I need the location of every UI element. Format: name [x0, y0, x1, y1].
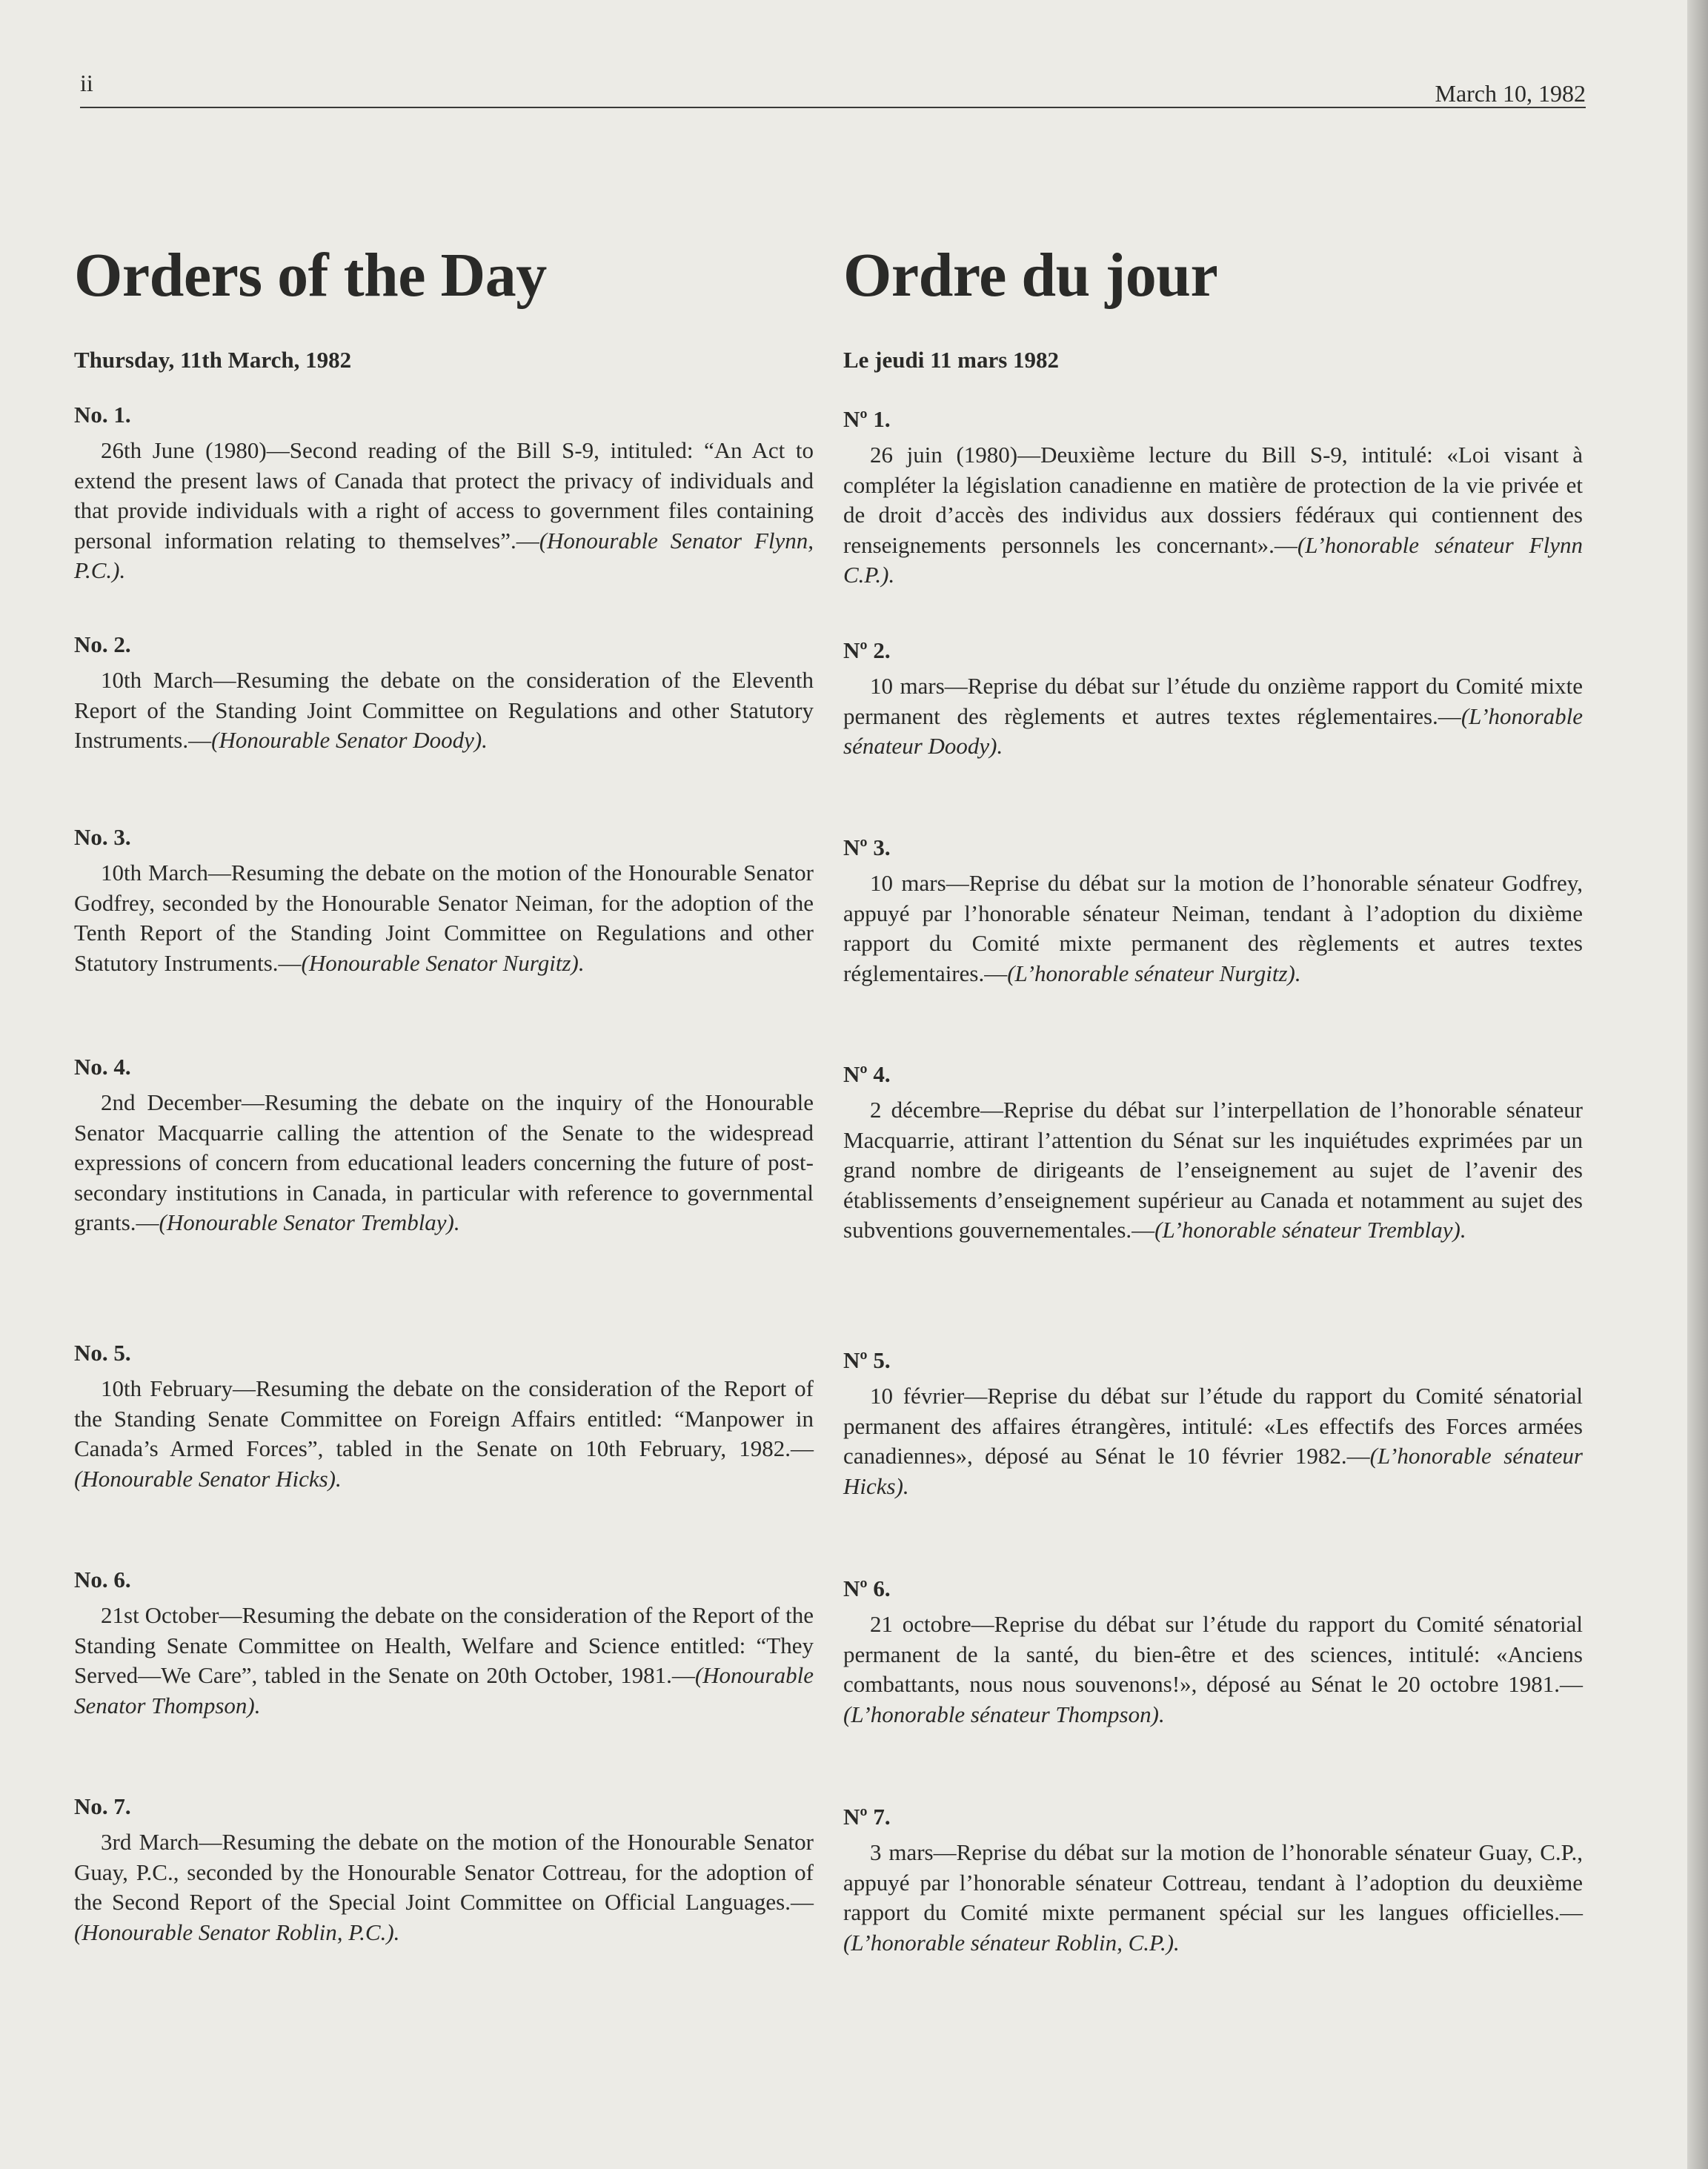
english-title: Orders of the Day: [74, 241, 547, 310]
english-column: [74, 241, 814, 1945]
french-order-item: [843, 1347, 1583, 1501]
item-number: No. 2.: [74, 631, 131, 657]
french-column: [843, 241, 1583, 1956]
item-text: 10th March—Resuming the debate on the consideration of the Eleventh Report of the Standing Joint Committee on Regulations and other Statutory Instruments.—(Honourable Senator Doody).: [74, 667, 814, 753]
french-date-line: Le jeudi 11 mars 1982: [843, 347, 1060, 373]
item-text: 10th February—Resuming the debate on the consideration of the Report of the Standing Senate Committee on Foreign Affairs entitled: “Manpower in Canada’s Armed Forces”, tabled in the Senate on 10th February, 1982.—(Honourable Senator Hicks).: [74, 1375, 814, 1492]
item-text: 26 juin (1980)—Deuxième lecture du Bill S-9, intitulé: «Loi visant à compléter la législation canadienne en matière de protection de la vie privée et de droit d’accès des individus aux dossiers fédéraux qui contiennent des renseignements personnels les concernant».—(L’honorable sénateur Flynn C.P.).: [843, 442, 1583, 588]
french-order-item: [843, 834, 1583, 989]
item-number: Nº 2.: [843, 637, 891, 663]
page-header: [80, 70, 1586, 113]
header-date: March 10, 1982: [1435, 80, 1586, 107]
item-number: Nº 4.: [843, 1061, 891, 1087]
item-number: No. 6.: [74, 1567, 131, 1592]
item-text: 21st October—Resuming the debate on the consideration of the Report of the Standing Senate Committee on Health, Welfare and Science entitled: “They Served—We Care”, tabled in the Senate on 20th October, 1981.—(Honourable Senator Thompson).: [74, 1602, 814, 1718]
english-order-item: [74, 1340, 814, 1494]
item-number: No. 7.: [74, 1793, 131, 1819]
french-order-item: [843, 1061, 1583, 1246]
item-text: 10 mars—Reprise du débat sur l’étude du onzième rapport du Comité mixte permanent des règlements et autres textes réglementaires.—(L’honorable sénateur Doody).: [843, 673, 1583, 759]
item-number: Nº 6.: [843, 1575, 891, 1601]
item-text: 26th June (1980)—Second reading of the Bill S-9, intituled: “An Act to extend the present laws of Canada that protect the privacy of individuals and that provide individuals with a right of access to government files containing personal information relating to themselves”.—(Honourable Senator Flynn, P.C.).: [74, 437, 814, 583]
item-text: 2nd December—Resuming the debate on the inquiry of the Honourable Senator Macquarrie calling the attention of the Senate to the widespread expressions of concern from educational leaders concerning the future of post-secondary institutions in Canada, in particular with reference to governmental grants.—(Honourable Senator Tremblay).: [74, 1089, 814, 1235]
french-order-item: [843, 637, 1583, 762]
french-order-item: [843, 1575, 1583, 1730]
english-order-item: [74, 824, 814, 978]
item-text: 2 décembre—Reprise du débat sur l’interpellation de l’honorable sénateur Macquarrie, attirant l’attention du Sénat sur les inquiétudes exprimées par un grand nombre de dirigeants de l’enseignement au sujet de l’avenir des établissements d’enseignement supérieur au Canada et notamment au sujet des subventions gouvernementales.—(L’honorable sénateur Tremblay).: [843, 1097, 1583, 1243]
page-edge-shadow: [1687, 0, 1708, 2169]
item-text: 10 février—Reprise du débat sur l’étude du rapport du Comité sénatorial permanent des affaires étrangères, intitulé: «Les effectifs des Forces armées canadiennes», déposé au Sénat le 10 février 1982.—(L’honorable sénateur Hicks).: [843, 1383, 1583, 1499]
english-order-item: [74, 402, 814, 586]
item-text: 21 octobre—Reprise du débat sur l’étude du rapport du Comité sénatorial permanent de la santé, du bien-être et des sciences, intitulé: «Anciens combattants, nous nous souvenons!», déposé au Sénat le 20 octobre 1981.—(L’honorable sénateur Thompson).: [843, 1611, 1583, 1727]
item-number: No. 5.: [74, 1340, 131, 1366]
item-number: Nº 5.: [843, 1347, 891, 1373]
english-order-item: [74, 1793, 814, 1947]
item-number: Nº 3.: [843, 834, 891, 860]
french-order-item: [843, 406, 1583, 591]
english-order-item: [74, 631, 814, 756]
item-number: No. 3.: [74, 824, 131, 850]
english-date-line: Thursday, 11th March, 1982: [74, 347, 352, 373]
item-text: 10th March—Resuming the debate on the motion of the Honourable Senator Godfrey, seconded by the Honourable Senator Neiman, for the adoption of the Tenth Report of the Standing Joint Committee on Regulations and other Statutory Instruments.—(Honourable Senator Nurgitz).: [74, 860, 814, 976]
french-order-item: [843, 1804, 1583, 1958]
item-number: No. 1.: [74, 402, 131, 428]
french-title: Ordre du jour: [843, 241, 1218, 310]
item-text: 3 mars—Reprise du débat sur la motion de l’honorable sénateur Guay, C.P., appuyé par l’honorable sénateur Cottreau, tendant à l’adoption du deuxième rapport du Comité mixte permanent spécial sur les langues officielles.—(L’honorable sénateur Roblin, C.P.).: [843, 1839, 1583, 1956]
item-number: No. 4.: [74, 1054, 131, 1080]
english-order-item: [74, 1054, 814, 1238]
item-text: 3rd March—Resuming the debate on the motion of the Honourable Senator Guay, P.C., seconded by the Honourable Senator Cottreau, for the adoption of the Second Report of the Special Joint Committee on Official Languages.—(Honourable Senator Roblin, P.C.).: [74, 1829, 814, 1945]
item-number: Nº 1.: [843, 406, 891, 432]
item-text: 10 mars—Reprise du débat sur la motion de l’honorable sénateur Godfrey, appuyé par l’honorable sénateur Neiman, tendant à l’adoption du dixième rapport du Comité mixte permanent des règlements et autres textes réglementaires.—(L’honorable sénateur Nurgitz).: [843, 870, 1583, 986]
item-number: Nº 7.: [843, 1804, 891, 1830]
english-order-item: [74, 1567, 814, 1721]
header-rule: [80, 107, 1586, 108]
page-number: ii: [80, 70, 93, 96]
